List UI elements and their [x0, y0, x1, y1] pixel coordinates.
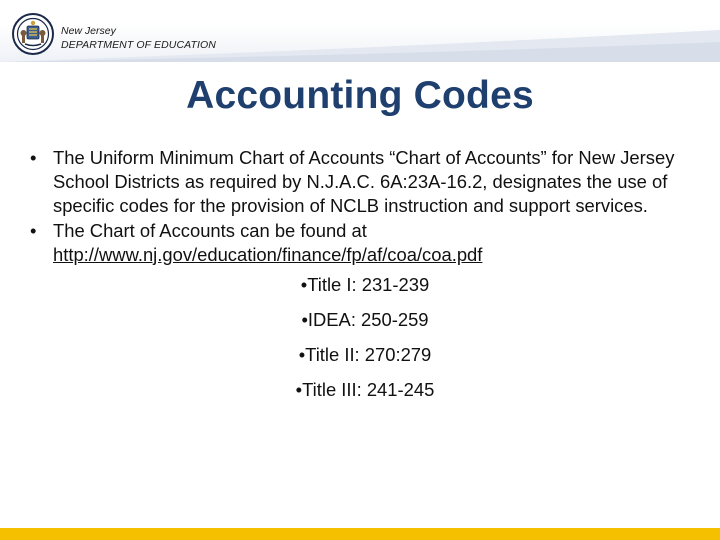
code-list [30, 267, 700, 407]
bullet-icon: • [30, 147, 37, 168]
bullet-item-2 [30, 219, 700, 267]
code-item: •Title I: 231-239 [300, 274, 430, 296]
bullet-item-1 [30, 146, 700, 219]
code-item: •Title III: 241-245 [295, 379, 435, 401]
department-name [61, 24, 216, 52]
code-item: •Title II: 270:279 [298, 344, 432, 366]
footer-accent-bar [0, 528, 720, 540]
bullet-text [53, 219, 700, 267]
bullet-text: The Uniform Minimum Chart of Accounts “Chart of Accounts” for New Jersey School Districts as required by N.J.A.C. 6A:23A-16.2, designates the use of specific codes for the provision of NCLB instruction and support services. [53, 147, 675, 217]
nj-state-seal-icon [12, 13, 54, 55]
body-content [30, 146, 700, 407]
bullet-text-lead: The Chart of Accounts can be found at [53, 219, 367, 241]
page-title: Accounting Codes [186, 74, 534, 117]
bullet-icon: • [30, 219, 37, 241]
code-item: •IDEA: 250-259 [301, 309, 429, 331]
org-line-1: New Jersey [61, 25, 116, 37]
org-line-2: DEPARTMENT OF EDUCATION [61, 39, 216, 51]
chart-of-accounts-link[interactable]: http://www.nj.gov/education/finance/fp/af/coa/coa.pdf [53, 243, 483, 265]
